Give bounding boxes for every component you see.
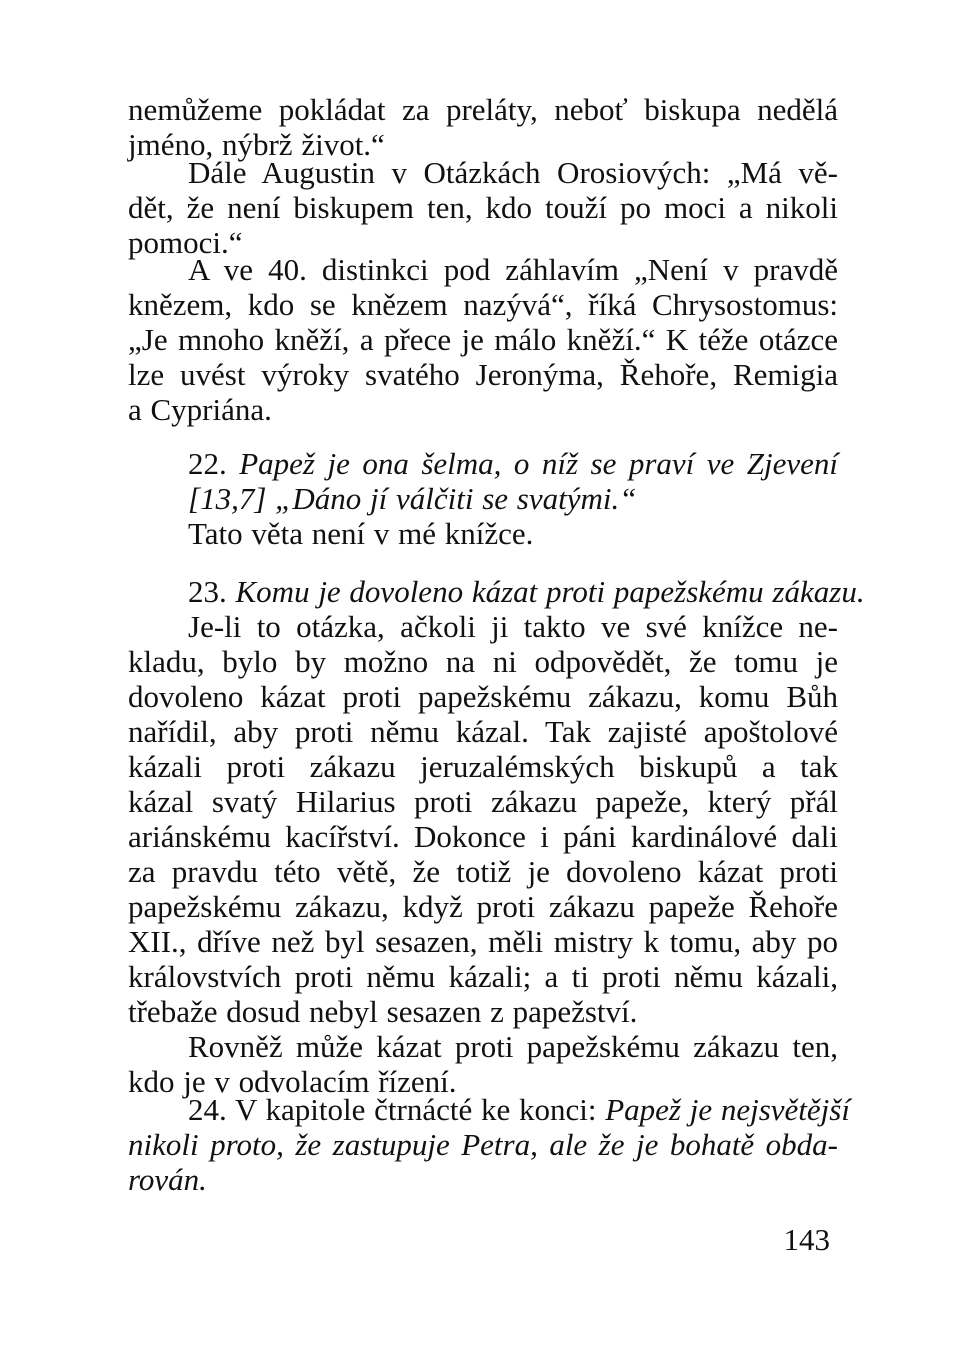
text-line: nemůžeme pokládat za preláty, neboť biskupa nedělá (128, 92, 838, 127)
text-line: papežskému zákazu, když proti zákazu papeže Řehoře (128, 889, 838, 924)
text-line: kdo je v odvolacím řízení. (128, 1064, 457, 1099)
text-line: dět, že není biskupem ten, kdo touží po moci a nikoli (128, 190, 838, 225)
section-heading-text: Papež je nejsvětější (605, 1092, 850, 1127)
text-line: Rovněž může kázat proti papežskému zákazu ten, (188, 1029, 838, 1064)
page-number: 143 (783, 1222, 830, 1257)
text-line: za pravdu této větě, že totiž je dovoleno kázat proti (128, 854, 838, 889)
section-heading-line (128, 574, 865, 609)
text-line: lze uvést výroky svatého Jeronýma, Řehoře, Remigia (128, 357, 838, 392)
section-heading-line (128, 446, 838, 481)
section-heading-text: Komu je dovoleno kázat proti papežskému zákazu. (235, 574, 865, 609)
text-line: A ve 40. distinkci pod záhlavím „Není v pravdě (188, 252, 838, 287)
paragraph-continuation (128, 92, 838, 162)
text-line: „Je mnoho kněží, a přece je málo kněží.“ K téže otázce (128, 322, 838, 357)
text-line: XII., dříve než byl sesazen, měli mistry k tomu, aby po (128, 924, 838, 959)
section-22 (128, 446, 838, 551)
text-line: Je-li to otázka, ačkoli ji takto ve své knížce ne- (188, 609, 838, 644)
text-line: kázali proti zákazu jeruzalémských biskupů a tak (128, 749, 838, 784)
text-line: kladu, bylo by možno na ni odpovědět, že tomu je (128, 644, 838, 679)
section-note: Tato věta není v mé knížce. (188, 516, 534, 551)
paragraph-distinkce (128, 252, 838, 427)
text-line: ariánskému kacířství. Dokonce i páni kardinálové dali (128, 819, 838, 854)
section-heading-text: Papež je ona šelma, o níž se praví ve Zjevení (239, 446, 838, 481)
text-line: dovoleno kázat proti papežskému zákazu, komu Bůh (128, 679, 838, 714)
text-line: a Cypriána. (128, 392, 272, 427)
section-intro: V kapitole čtrnácté ke konci: (234, 1092, 597, 1127)
text-line: jméno, nýbrž život.“ (128, 127, 385, 162)
section-heading-line (128, 1092, 850, 1127)
section-number: 23. (188, 574, 227, 609)
text-line: knězem, kdo se knězem nazývá“, říká Chrysostomus: (128, 287, 838, 322)
section-24 (128, 1092, 850, 1197)
section-heading-line: [13,7] „Dáno jí válčiti se svatými.“ (188, 481, 637, 516)
section-23 (128, 574, 865, 1099)
text-line: kázal svatý Hilarius proti zákazu papeže, který přál (128, 784, 838, 819)
section-number: 24. (188, 1092, 227, 1127)
section-number: 22. (188, 446, 227, 481)
text-line: nařídil, aby proti němu kázal. Tak zajisté apoštolové (128, 714, 838, 749)
text-line: pomoci.“ (128, 225, 243, 260)
section-heading-line: rován. (128, 1162, 207, 1197)
text-line: třebaže dosud nebyl sesazen z papežství. (128, 994, 638, 1029)
paragraph-augustin (128, 155, 838, 260)
section-heading-line: nikoli proto, že zastupuje Petra, ale že je bohatě obda- (128, 1127, 838, 1162)
text-line: Dále Augustin v Otázkách Orosiových: „Má vě- (188, 155, 838, 190)
text-line: královstvích proti němu kázali; a ti proti němu kázali, (128, 959, 838, 994)
